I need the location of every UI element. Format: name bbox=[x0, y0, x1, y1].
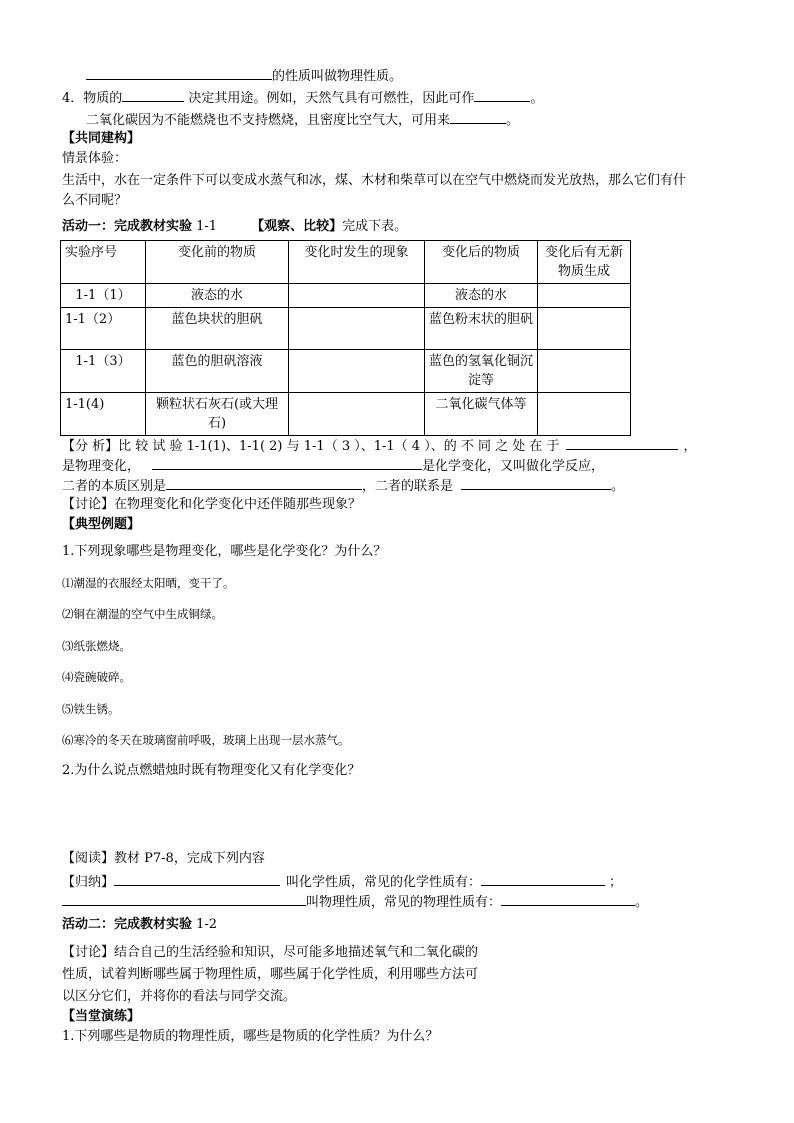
table-row bbox=[61, 393, 631, 436]
question-1-item: ⑴潮湿的衣服经太阳晒，变干了。 bbox=[62, 576, 235, 590]
question-1-item: ⑷瓷碗破碎。 bbox=[62, 670, 131, 684]
table-cell: 1-1（3） bbox=[61, 350, 146, 393]
table-cell: 颗粒状石灰石(或大理石) bbox=[146, 393, 289, 436]
summary-line-1: 【归纳】 叫化学性质，常见的化学性质有： ； bbox=[62, 872, 622, 892]
table-header-row bbox=[61, 241, 631, 284]
activity2-heading: 活动二：完成教材实验 1-2 bbox=[62, 917, 218, 932]
table-row bbox=[61, 284, 631, 308]
table-cell: 1-1（1） bbox=[61, 284, 146, 308]
table-cell-blank[interactable] bbox=[289, 393, 425, 436]
table-cell-blank[interactable] bbox=[289, 284, 425, 308]
table-header: 变化时发生的现象 bbox=[289, 241, 425, 284]
table-cell-blank[interactable] bbox=[289, 350, 425, 393]
table-cell: 1-1(4) bbox=[61, 393, 146, 436]
table-row bbox=[61, 308, 631, 350]
answer-blank[interactable] bbox=[474, 88, 530, 102]
table-cell: 蓝色粉末状的胆矾 bbox=[425, 308, 538, 350]
reading-prompt: 【阅读】教材 P7-8，完成下列内容 bbox=[62, 851, 265, 866]
question-1-item: ⑸铁生锈。 bbox=[62, 702, 120, 716]
answer-blank[interactable] bbox=[152, 456, 422, 470]
table-cell-blank[interactable] bbox=[289, 308, 425, 350]
answer-blank[interactable] bbox=[566, 436, 678, 450]
question-1-item: ⑶纸张燃烧。 bbox=[62, 639, 131, 653]
answer-blank[interactable] bbox=[501, 892, 635, 906]
build-heading: 【共同建构】 bbox=[62, 131, 141, 146]
answer-blank[interactable] bbox=[114, 872, 280, 886]
scene-label: 情景体验： bbox=[62, 151, 128, 166]
table-header: 实验序号 bbox=[61, 241, 146, 284]
item-4: 4．物质的 决定其用途。例如，天然气具有可燃性，因此可作 。 bbox=[62, 88, 543, 108]
question-1: 1.下列现象哪些是物理变化，哪些是化学变化？为什么？ bbox=[62, 544, 387, 559]
table-cell-blank[interactable] bbox=[538, 393, 631, 436]
analysis-line-2: 是物理变化， 是化学变化，又叫做化学反应， bbox=[62, 456, 604, 476]
table-cell: 蓝色的氢氧化铜沉淀等 bbox=[425, 350, 538, 393]
answer-blank[interactable] bbox=[86, 66, 272, 80]
co2-line: 二氧化碳因为不能燃烧也不支持燃烧，且密度比空气大，可用来 。 bbox=[86, 110, 519, 130]
answer-blank[interactable] bbox=[122, 88, 184, 102]
summary-line-2: 叫物理性质，常见的物理性质有： 。 bbox=[62, 892, 648, 912]
practice-heading: 【当堂演练】 bbox=[62, 1009, 141, 1024]
scene-text: 么不同呢？ bbox=[62, 193, 128, 208]
table-cell: 液态的水 bbox=[425, 284, 538, 308]
answer-blank[interactable] bbox=[461, 476, 611, 490]
table-cell: 1-1（2） bbox=[61, 308, 146, 350]
analysis-line-3: 二者的本质区别是 ，二者的联系是 。 bbox=[62, 476, 624, 496]
discussion-1: 【讨论】在物理变化和化学变化中还伴随那些现象？ bbox=[62, 497, 362, 512]
table-cell: 蓝色块状的胆矾 bbox=[146, 308, 289, 350]
answer-blank[interactable] bbox=[166, 476, 362, 490]
experiment-table bbox=[60, 240, 631, 436]
discussion-2: 以区分它们，并将你的看法与同学交流。 bbox=[62, 989, 297, 1004]
answer-blank[interactable] bbox=[450, 110, 506, 124]
discussion-2: 性质，试着判断哪些属于物理性质，哪些属于化学性质，利用哪些方法可 bbox=[62, 967, 479, 982]
table-header: 变化后有无新物质生成 bbox=[538, 241, 631, 284]
intro-line: 的性质叫做物理性质。 bbox=[86, 66, 402, 86]
analysis-line-1: 【分 析】比 较 试 验 1-1(1)、1-1( 2) 与 1-1（ 3 ）、1-1（ 4 ）、的 不 同 之 处 在 于 ， bbox=[62, 436, 697, 456]
table-cell-blank[interactable] bbox=[538, 308, 631, 350]
scene-text: 生活中，水在一定条件下可以变成水蒸气和冰，煤、木材和柴草可以在空气中燃烧而发光放热，那么它们有什 bbox=[62, 173, 687, 188]
table-cell-blank[interactable] bbox=[538, 284, 631, 308]
table-cell: 液态的水 bbox=[146, 284, 289, 308]
activity1-heading: 活动一：完成教材实验 1-1 【观察、比较】完成下表。 bbox=[62, 219, 408, 234]
table-header: 变化后的物质 bbox=[425, 241, 538, 284]
answer-blank[interactable] bbox=[481, 872, 605, 886]
question-2: 2.为什么说点燃蜡烛时既有物理变化又有化学变化？ bbox=[62, 763, 361, 778]
table-cell-blank[interactable] bbox=[538, 350, 631, 393]
answer-blank[interactable] bbox=[62, 892, 306, 906]
table-cell: 二氧化碳气体等 bbox=[425, 393, 538, 436]
discussion-2: 【讨论】结合自己的生活经验和知识，尽可能多地描述氧气和二氧化碳的 bbox=[62, 945, 479, 960]
practice-question-1: 1.下列哪些是物质的物理性质，哪些是物质的化学性质？为什么？ bbox=[62, 1029, 439, 1044]
question-1-item: ⑹寒冷的冬天在玻璃窗前呼吸，玻璃上出现一层水蒸气。 bbox=[62, 733, 350, 747]
table-cell: 蓝色的胆矾溶液 bbox=[146, 350, 289, 393]
table-header: 变化前的物质 bbox=[146, 241, 289, 284]
table-row bbox=[61, 350, 631, 393]
question-1-item: ⑵铜在潮湿的空气中生成铜绿。 bbox=[62, 607, 223, 621]
example-heading: 【典型例题】 bbox=[62, 517, 141, 532]
